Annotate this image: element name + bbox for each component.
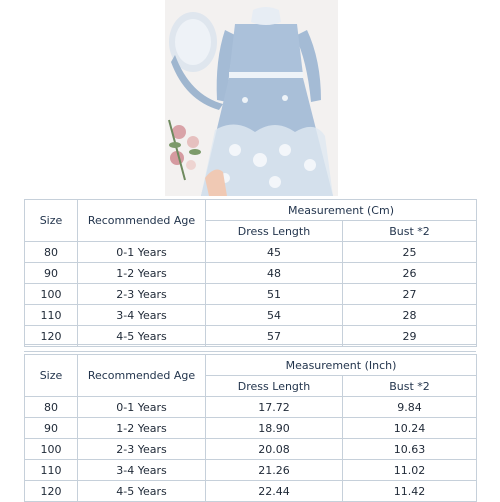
age-cell: 0-1 Years <box>78 242 206 263</box>
age-cell: 3-4 Years <box>78 460 206 481</box>
measurement-header: Measurement (Inch) <box>206 355 477 376</box>
dress-length-cell: 22.44 <box>206 481 343 502</box>
age-header: Recommended Age <box>78 355 206 397</box>
age-cell: 3-4 Years <box>78 305 206 326</box>
bust-cell: 10.63 <box>343 439 477 460</box>
dress-length-cell: 21.26 <box>206 460 343 481</box>
table-row <box>25 284 477 305</box>
bust-cell: 9.84 <box>343 397 477 418</box>
bust-header: Bust *2 <box>343 376 477 397</box>
bust-cell: 11.42 <box>343 481 477 502</box>
table-row <box>25 418 477 439</box>
dress-length-cell: 54 <box>206 305 343 326</box>
bust-cell: 27 <box>343 284 477 305</box>
table-row <box>25 242 477 263</box>
age-cell: 4-5 Years <box>78 481 206 502</box>
dress-length-cell: 51 <box>206 284 343 305</box>
bust-cell: 26 <box>343 263 477 284</box>
dress-length-cell: 20.08 <box>206 439 343 460</box>
product-photo <box>165 0 338 196</box>
bodice <box>229 24 303 75</box>
size-cell: 80 <box>25 242 78 263</box>
size-cell: 110 <box>25 305 78 326</box>
dress-length-cell: 57 <box>206 326 343 347</box>
size-cell: 80 <box>25 397 78 418</box>
size-cell: 100 <box>25 284 78 305</box>
table-row <box>25 263 477 284</box>
size-header: Size <box>25 355 78 397</box>
bust-cell: 29 <box>343 326 477 347</box>
size-cell: 100 <box>25 439 78 460</box>
table-separator <box>24 344 476 352</box>
bust-cell: 10.24 <box>343 418 477 439</box>
age-cell: 4-5 Years <box>78 326 206 347</box>
size-table-cm <box>24 199 477 347</box>
bust-cell: 28 <box>343 305 477 326</box>
age-cell: 1-2 Years <box>78 263 206 284</box>
measurement-header: Measurement (Cm) <box>206 200 477 221</box>
size-cell: 90 <box>25 263 78 284</box>
ruffle-collar <box>251 7 281 25</box>
dress-length-header: Dress Length <box>206 376 343 397</box>
bust-header: Bust *2 <box>343 221 477 242</box>
size-cell: 120 <box>25 481 78 502</box>
age-cell: 2-3 Years <box>78 439 206 460</box>
dress-length-cell: 48 <box>206 263 343 284</box>
bust-cell: 11.02 <box>343 460 477 481</box>
table-row <box>25 439 477 460</box>
age-header: Recommended Age <box>78 200 206 242</box>
dress-illustration <box>165 0 338 196</box>
dress-length-cell: 17.72 <box>206 397 343 418</box>
size-cell: 110 <box>25 460 78 481</box>
table-row <box>25 460 477 481</box>
table-row <box>25 481 477 502</box>
age-cell: 2-3 Years <box>78 284 206 305</box>
dress-length-cell: 45 <box>206 242 343 263</box>
dress-length-cell: 18.90 <box>206 418 343 439</box>
age-cell: 0-1 Years <box>78 397 206 418</box>
table-row <box>25 305 477 326</box>
size-cell: 120 <box>25 326 78 347</box>
table-row <box>25 397 477 418</box>
waist-lace <box>229 72 303 78</box>
size-table-inch <box>24 354 477 502</box>
bust-cell: 25 <box>343 242 477 263</box>
flower <box>187 136 199 148</box>
age-cell: 1-2 Years <box>78 418 206 439</box>
size-cell: 90 <box>25 418 78 439</box>
size-header: Size <box>25 200 78 242</box>
dress-length-header: Dress Length <box>206 221 343 242</box>
flower <box>186 160 196 170</box>
